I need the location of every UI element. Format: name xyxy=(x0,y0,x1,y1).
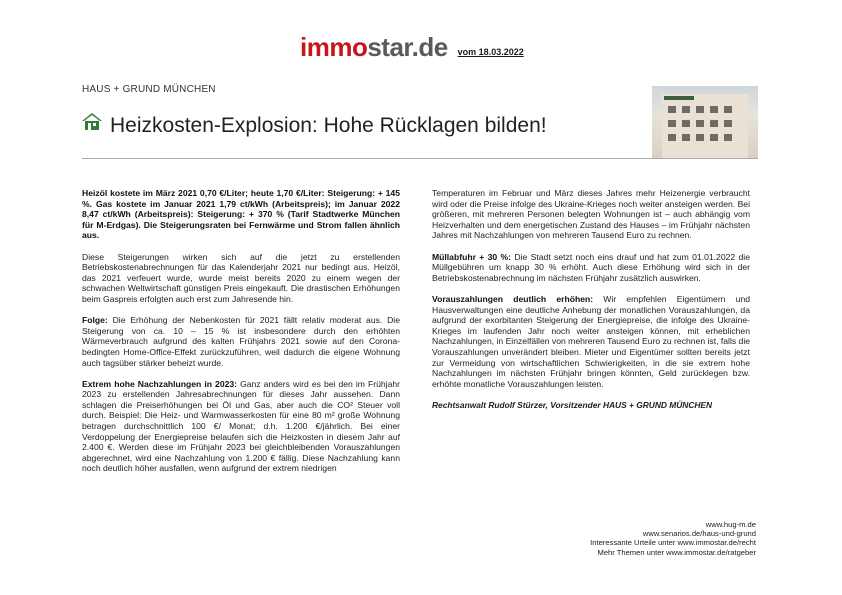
article-column-right xyxy=(432,188,750,421)
footer-link[interactable]: Mehr Themen unter www.immostar.de/ratgeber xyxy=(597,547,756,557)
logo-part-star: star.de xyxy=(367,32,448,62)
window xyxy=(696,106,704,113)
logo-part-immo: immo xyxy=(300,32,368,62)
window xyxy=(682,120,690,127)
window xyxy=(724,134,732,141)
immostar-logo xyxy=(300,34,448,60)
window xyxy=(668,106,676,113)
paragraph-body: Wir empfehlen Eigentümern und Hausverwaltungen eine deutliche Anhebung der monatlichen Vorauszahlungen, da aufgrund der exorbitanten Steigerung der Energiepreise, die infolge des Ukraine-Krieges im laufenden Jahr noch weiter ansteigen können, mit erheblichen Nachzahlungen, in Einzelfällen von mehreren Tausend Euro zu rechnen ist, falls die Vorauszahlungen unverändert bleiben. Mieter und Eigentümer sollten bereits jetzt zur Vermeidung von wirtschaftlichen Schwierigkeiten, in die sie extrem hohe Nachzahlungen im nächsten Frühjahr bringen könnten, Geld zurücklegen bzw. erhöhte monatliche Vorauszahlungen leisten. xyxy=(432,293,751,389)
window xyxy=(724,106,732,113)
header-divider xyxy=(82,158,758,159)
organization-name: HAUS + GRUND MÜNCHEN xyxy=(82,84,216,95)
article-title: Heizkosten-Explosion: Hohe Rücklagen bilden! xyxy=(110,114,547,137)
footer-links xyxy=(590,520,756,557)
paragraph-heading: Folge: xyxy=(82,315,108,326)
paragraph-body: Ganz anders wird es bei den im Frühjahr 2023 zu erstellenden Jahresabrechnungen für dieses Jahr aussehen. Dann schlagen die Preiserhöhungen bei Öl und Gas, aber auch die CO² Steuer voll durch. Beispiel: Die Heiz- und Warmwasserkosten für eine 80 m² große Wohnung betragen durchschnittlich 100 €/ Monat; d.h. 1.200 €/jährlich. Bei einer Verdoppelung der Energiepreise belaufen sich die Heizkosten in diesem Jahr auf 2.400 €. Werden diese im Frühjahr 2023 bei gleichbleibenden Vorauszahlungen abgerechnet, wird eine Nachzahlung von 1.200 € fällig. Diese Nachzahlung kann noch deutlich höher ausfallen, wenn aufgrund der extrem niedrigen xyxy=(82,378,400,474)
window xyxy=(668,134,676,141)
window xyxy=(710,120,718,127)
window xyxy=(696,134,704,141)
paragraph-body: Die Stadt setzt noch eins drauf und hat zum 01.01.2022 die Müllgebühren um knapp 30 % erhöht. Auch diese Erhöhung wird sich in der Betriebskostenabrechnung im nächsten Frühjahr zusätzlich auswirken. xyxy=(432,251,750,283)
window xyxy=(668,120,676,127)
building-photo xyxy=(652,86,758,158)
building-sign xyxy=(664,96,694,100)
footer-link[interactable]: www.senarios.de/haus-und-grund xyxy=(642,529,756,539)
paragraph-heading: Müllabfuhr + 30 %: xyxy=(432,251,512,262)
house-icon xyxy=(82,112,102,130)
window xyxy=(696,120,704,127)
author-signature: Rechtsanwalt Rudolf Stürzer, Vorsitzender HAUS + GRUND MÜNCHEN xyxy=(432,399,713,410)
article-paragraph xyxy=(82,379,400,474)
window xyxy=(682,134,690,141)
article-paragraph xyxy=(432,294,750,389)
paragraph-body: Die Erhöhung der Nebenkosten für 2021 fällt relativ moderat aus. Die Steigerung von ca. 10 – 15 % ist insbesondere durch den erhöhten Wärmeverbrauch aufgrund des kalten Frühjahrs 2021 sowie auf den Corona-bedingten Home-Office-Effekt zurückzuführen, weil dadurch die eigene Wohnung auch tagsüber stärker beheizt wurde. xyxy=(82,315,400,368)
masthead xyxy=(300,30,524,60)
article-paragraph xyxy=(432,252,750,284)
paragraph-heading: Vorauszahlungen deutlich erhöhen: xyxy=(432,293,594,304)
article-column-left xyxy=(82,188,400,485)
footer-link[interactable]: Interessante Urteile unter www.immostar.de/recht xyxy=(590,538,756,548)
window xyxy=(724,120,732,127)
article-paragraph xyxy=(82,315,400,368)
paragraph-heading: Extrem hohe Nachzahlungen in 2023: xyxy=(82,378,238,389)
article-paragraph: Diese Steigerungen wirken sich auf die jetzt zu erstellenden Betriebskostenabrechnungen für das Kalenderjahr 2021 nur bedingt aus. Heizöl, das 2021 verfeuert wurde, wurde meist bereits 2020 zu einem wegen der schwachen Weltwirtschaft günstigen Preis eingekauft. Die drastischen Erhöhungen beim Gaspreis erfolgten auch erst zum Jahresende hin. xyxy=(82,251,400,304)
article-paragraph: Temperaturen im Februar und März dieses Jahres mehr Heizenergie verbraucht wird oder die Preise infolge des Ukraine-Krieges noch weiter ansteigen werden. Bei größeren, mit mehreren Personen belegten Wohnungen ist – auch abhängig vom Heizverhalten und dem energetischen Zustand des Hauses – im Frühjahr nächsten Jahres mit Nachzahlungen von mehreren Tausend Euro zu rechnen. xyxy=(432,188,750,241)
window xyxy=(682,106,690,113)
footer-link[interactable]: www.hug-m.de xyxy=(705,520,756,529)
window xyxy=(710,134,718,141)
article-lead: Heizöl kostete im März 2021 0,70 €/Liter; heute 1,70 €/Liter: Steigerung: + 145 %. Gas kostete im Januar 2021 1,79 ct/kWh (Arbeitspreis); im Januar 2022 8,47 ct/kWh (Arbeitspreis): Steigerung: + 370 % (Tarif Stadtwerke München für M-Erdgas). Die Steigerungsraten bei Fernwärme und Strom fallen ähnlich aus. xyxy=(82,188,400,241)
issue-date: vom 18.03.2022 xyxy=(457,47,524,57)
window xyxy=(710,106,718,113)
